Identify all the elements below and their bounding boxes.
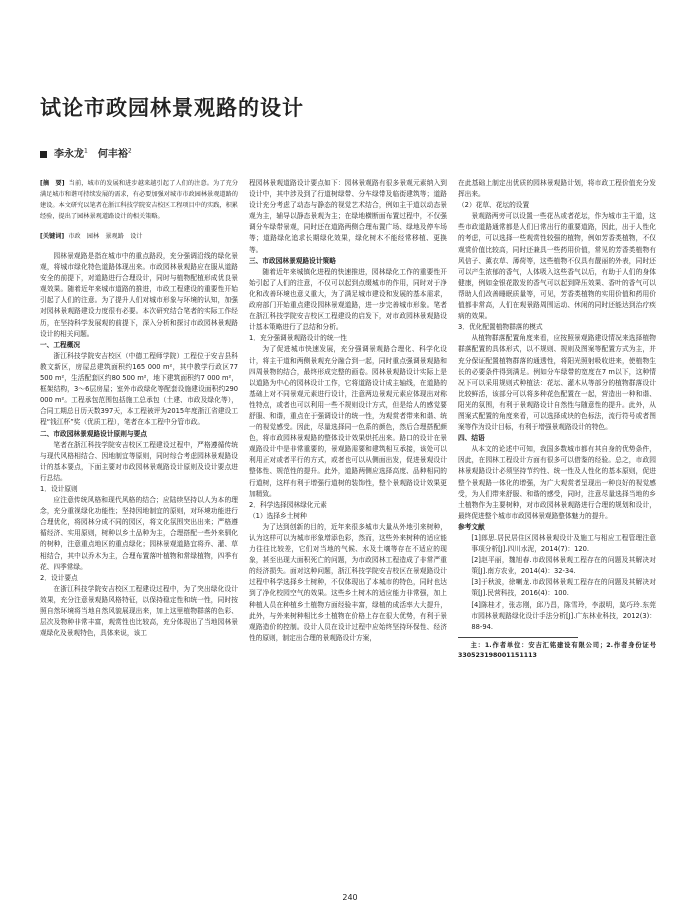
paragraph: 浙江科技学院安吉校区（中德工程师学院）工程位于安吉县科教文新区，房屋总建筑面积约165 000 m²，其中教学行政区77 500 m²，生活配套区约80 500 m²，地下建筑面积约7 000 m²，框架结构，3～6层房屋；室外市政绿化等配套设施建设面积约290 000 m²。工程承包范围包括施工总承包（土建、市政及绿化等），合同工期总日历天数397天，本工程被评为2015年度浙江省建设工程“钱江杯”奖（优质工程），笔者在本工程中分管市政。 [40,351,238,427]
keywords-text: 市政 园林 景观路 设计 [68,233,143,240]
author-name: 李永龙$^1$ [54,147,88,160]
reference-number: [4] [471,600,481,609]
column-left [40,178,238,639]
keywords [40,231,238,242]
paragraph: 为了达到创新的目的，近年来很多城市大量从外地引来树种，认为这样可以为城市形象增添色彩，然而，这些外来树种的适应能力往往比较差，它们对当地的气候、水及土壤等存在不适应的现象，甚至出现大面积死亡的问题，为市政园林工程造成了非常严重的经济损失。面对这种问题，浙江科技学院安吉校区在景观路设计过程中科学选择乡土树种，不仅体现出了本城市的特色，同时也达到了净化校园空气的效果。这些乡土树木的适应能力非常强，加上种植人员在种植乡土植物方面经验丰富，绿植的成活率大大提升，此外，与外来树种相比乡土植物在价格上存在很大优势，有利于景观路造价的控制。设计人员在设计过程中应始终坚持环保性、经济性的原则，制定出合理的景观路设计方案， [249,522,447,642]
paragraph: 从植物群落配置角度来看，应按照景观路建设情况来选择植物群落配置的具体形式，以不规则、规则及图案等配置方式为主，并充分保证配置植物群落的通透性，将阳光照射吸收进来，使植物生长的必要条件得到满足。例如分车绿带的宽度在7 m以下，这种情况下可以采用规则式种植法：花坛、灌木从等部分的植物群落设计比较鲜活，该部分可以将多种花色配置在一起，营造出一种和谐、阳光的氛围，有利于景观路设计自然性与随意性的提升。此外，从图案式配置的角度来看，可以选择成块的色标法，流行符号或者图案等作为设计目标，有利于增强景观路设计的特色。 [458,334,656,432]
keywords-label: [关键词] [40,233,65,240]
paragraph: 笔者在浙江科技学院安吉校区工程建设过程中，严格遵循传统与现代风格相结合、因地制宜等原则，同时综合考虑园林景观路设计的基本要点，下面主要对市政园林景观路设计原则及设计要点进行总结。 [40,440,238,482]
section-heading: 四、结语 [458,434,485,443]
reference-number: [3] [471,578,481,587]
subsection-heading: 1．设计原则 [40,484,78,493]
section-heading: 二、市政园林景观路设计原则与要点 [40,429,147,438]
paragraph: 为了促进城市快速发展，充分强调景观路合理化、科学化设计，将主干道和两侧景观充分融合到一起，同时重点强调景观路和四周景物的结合，最终形成完整的画卷。园林景观路设计实际上是以道路为中心的园林设计工作，它将道路设计成主轴线，在道路的基础上对不同景观元素进行设计，注意两边景观元素应体现出对称性特点，或者也可以利用一些不规则设计方式，但是给人的感觉要舒服、和谐，重点在于强调设计的统一性，为观赏者带来和谐、统一的视觉感受。因此，尽量选择同一色系的颜色，然后合理搭配颜色，将市政园林景观路的整体设计效果烘托出来。路口的设计在景观路设计中是非常重要的，景观路需要和建筑相互承接，该处可以利用正对或者平行的方式，或者也可以从侧面出发，促进景观设计整体性、规范性的提升。此外，道路两侧应选择高度、品种相同的行道树，这样有利于增强行道树的装饰性，整个景观路设计效果更加精致。 [249,345,447,498]
subsection-heading: 2．科学选择园林绿化元素 [249,500,327,509]
paragraph: 园林景观路是指在城市中的重点路段，充分强调沿线的绿化景观，将城市绿化特色道路体现出来。市政园林景观路应在服从道路安全的前提下，对道路进行合理设计，同时与植物配植形成优良景观效果。随着近年来城市道路的推进，市政工程建设的重要性开始引起了人们的注意。为了提升人们对城市形象与环境的认知，加强对园林景观路建设力度很有必要。本次研究结合笔者的实际工作经历，在坚持科学发展观的前提下，深入分析和探讨市政园林景观路设计的相关问题。 [40,252,238,338]
subsection-heading: 3．优化配置植物群落的模式 [458,323,543,332]
author-bullet-icon [40,151,47,158]
subsection-heading: 2．设计要点 [40,573,78,582]
footnote-rule [458,637,578,638]
author-footnote: 主：1.作者单位：安吉汇铭建设有限公司；2.作者身份证号 330523198001151113 [458,641,656,659]
reference-item [458,577,656,599]
section-heading: 一、工程概况 [40,340,81,349]
article-title: 试论市政园林景观路的设计 [40,96,304,120]
section-heading: 三、市政园林景观路设计策略 [249,256,336,265]
reference-text: 郎思.居民居住区园林景观设计及施工与相应工程管理注意事项分析[J].四川水泥，2014(7)：120. [471,534,656,554]
column-middle [249,178,447,644]
reference-list [458,533,656,633]
reference-text: 于秋波，徐喇龙.市政园林景观工程存在的问题及其解决对策[J].民营科技，2016(4)：100. [471,578,656,598]
paragraph: 从本文的论述中可知，我国多数城市都有其自身的优势条件，因此，在园林工程设计方面有很多可以借鉴的经验。总之，市政园林景观路设计必须坚持节约性、统一性及人性化的基本原则，促进整个景观路一体化的增强，为广大观赏者呈现出一种良好的视觉感受，为人们带来舒服、和谐的感受，同时，注意尽量选择当地的乡土植物作为主要树种，对市政园林景观路进行合理的规划和设计，最终促进整个城市市政园林景观路整体魅力的提升。 [458,445,656,520]
section-heading: 参考文献 [458,522,485,531]
subsection-heading: 1．充分强调景观路设计的统一性 [249,334,347,343]
reference-number: [1] [471,534,481,542]
paragraph: 程园林景观道路设计要点如下：园林景观路有很多景观元素纳入到设计中，其中涉及到了行道树绿带、分车绿带及临街建筑等；道路设计充分考虑了动态与静态的视觉艺术结合，例如主干道以动态景观为主，辅导以静态景观为主；在绿地横断面布置过程中，不仅强调分车绿带景观，同时还在道路两侧合理布置广场、绿地及停车场等；道路绿化追求长期绿化效果，绿化树木不能经常移植、更换等。 [249,179,447,254]
reference-text: 陈桂才，张志刚，邱乃昌，陈雪玲，李淑明，莫巧玲.东莞市园林景观路绿化设计手法分析[J].广东林业科技，2012(3)：88-94. [471,600,656,631]
reference-number: [2] [471,556,481,565]
page-number: 240 [342,893,358,902]
paragraph: 景观路两旁可以设置一些花丛或者花坛，作为城市主干道，这些市政道路通常都是人们日常出行的重要道路，因此，出于人性化的考虑，可以选择一些观赏性较强的植物，例如芳香类植物，不仅观赏价值比较高，同时还兼具一些药用价值，常见的芳香类植物有风信子、薰衣草、薄荷等，这些植物不仅具有靓丽的外表，同时还可以产生浓郁的香气，人体吸入这些香气以后，有助于人们的身体健康，例如金银花散发的香气可以起到降压效果、香叶的香气可以帮助人们改善睡眠质量等，可见，芳香类植物的实用价值和药用价值都非常高，人们在观景路周围运动、休闲的同时还能达到治疗疾病的效果。 [458,212,656,321]
reference-item [458,533,656,555]
author-line [40,145,142,160]
abstract-block [40,178,238,251]
paragraph: 应注意传统风格和现代风格的结合；应陆续坚持以人为本的理念，充分重视绿化功能性；坚持因地制宜的原则，对环境功能进行合理优化，将园林分成不同的园区，将文化氛围突出出来；严格遵循经济、实用原则，树种以乡土品种为主，合理搭配一些外来驯化的树种，注意重点地区的重点绿化；园林景观道路宜将乔、灌、草相结合，其中以乔木为主，合理布置落叶植物和常绿植物，四季有花、四季常绿。 [40,496,238,571]
abstract [40,178,238,222]
reference-item [458,555,656,577]
author-name: 何丰裕$^2$ [97,147,132,160]
column-right [458,178,656,661]
paragraph: 随着近年来城镇化进程的快速推进，园林绿化工作的重要性开始引起了人们的注意，不仅可以起到点缀城市的作用，同时对于净化和改善环境也意义重大，为了满足城市建设和发展的基本需求，政府部门开始重点建设园林景观道路，进一步完善城市形象。笔者在浙江科技学院安吉校区工程建设的启发下，对市政园林景观路设计基本策略进行了总结和分析。 [249,267,447,332]
paragraph: 在浙江科技学院安吉校区工程建设过程中，为了突出绿化设计效果，充分注意景观路风格特征，以保持稳定性和统一性，同时按照自然环境将当地自然风貌展现出来，加上这里植物群落的色彩、层次及物种非常丰富，观赏性也比较高，充分体现出了当地园林景观绿化及景观特色，具体来说，该工 [40,584,238,638]
reference-text: 赵平丽，魏旭春.市政园林景观工程存在的问题及其解决对策[J].南方农业，2014(4)：32-34. [471,556,656,576]
subsection-heading: （2）花草、花坛的设置 [458,201,530,210]
paragraph: 在此基础上制定出优质的园林景观路计划，将市政工程价值充分发挥出来。 [458,179,656,199]
reference-item [458,600,656,633]
abstract-text: 当前，城市的发展和进步越来越引起了人们的注意。为了充分满足城市和谐可持续发展的需求，有必要加强对城市市政园林景观道路的建设。本文研究以笔者在浙江科技学院安吉校区工程项目中的实践，积累经验，提出了园林景观道路设计的相关策略。 [40,180,239,220]
abstract-label: [摘 要] [40,180,65,187]
subsection-heading: （1）选择乡土树种 [249,511,307,520]
